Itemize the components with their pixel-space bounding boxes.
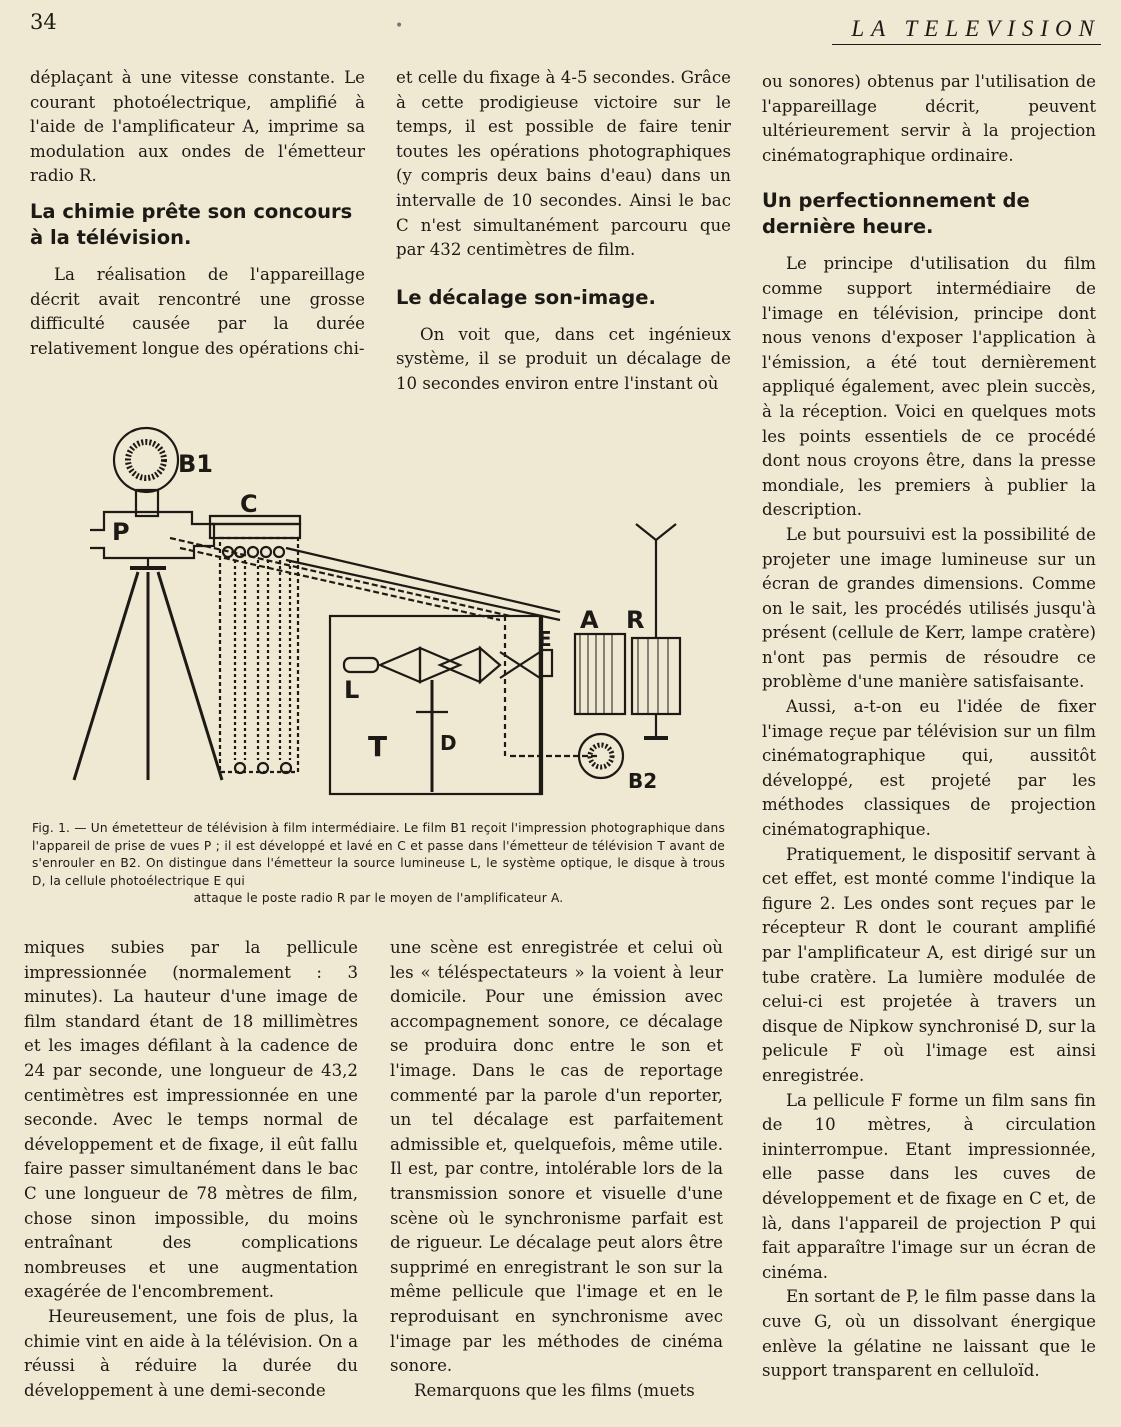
radio-r	[632, 638, 680, 714]
running-title: LA TELEVISION	[851, 16, 1101, 41]
section-heading-chimie: La chimie prête son concours à la télévision.	[30, 199, 353, 249]
reel-b1	[114, 428, 178, 492]
label-b2: B2	[628, 769, 658, 793]
section-heading-decalage: Le décalage son-image.	[396, 285, 656, 309]
column-4	[24, 936, 358, 1403]
paragraph: Aussi, a-t-on eu l'idée de fixer l'image reçue par télévision sur un film cinématographique qui, aussitôt développé, est projeté par les méthodes classiques de projection cinématographique.	[762, 697, 1096, 840]
page-number: 34	[30, 10, 57, 34]
label-t: T	[368, 730, 388, 763]
paragraph: Pratiquement, le dispositif servant à cet effet, est monté comme l'indique la figure 2. Les ondes sont reçues par le récepteur R dont le courant amplifié par l'amplificateur A, est dirigé sur un tube cratère. La lumière modulée de celui-ci est projetée à travers un disque de Nipkow synchronisé D, sur la pelicule F où l'image est ainsi enregistrée.	[762, 844, 1096, 1085]
label-e: E	[538, 627, 552, 651]
header-rule	[832, 44, 1101, 45]
label-d: D	[440, 731, 457, 755]
paragraph: Remarquons que les films (muets	[414, 1380, 695, 1400]
label-c: C	[240, 490, 258, 518]
figure-transmitter-diagram	[60, 420, 720, 808]
label-a: A	[580, 606, 599, 634]
amplifier-a	[575, 634, 625, 714]
label-r: R	[626, 606, 645, 634]
paragraph: On voit que, dans cet ingénieux système, il se produit un décalage de 10 secondes environ entre l'instant où	[396, 324, 731, 393]
diagram-svg	[60, 420, 720, 808]
column-3	[762, 70, 1096, 1384]
caption-last-line: attaque le poste radio R par le moyen de l'amplificateur A.	[193, 891, 564, 906]
section-heading-perfectionnement: Un perfectionnement de dernière heure.	[762, 189, 1030, 239]
caption-text: Fig. 1. — Un émetetteur de télévision à film intermédiaire. Le film B1 reçoit l'impression photographique dans l'appareil de prise de vues P ; il est développé et lavé en C et passe dans l'émetteur de télévision T avant de s'enrouler en B2. On distingue dans l'émetteur la source lumineuse L, le système optique, le disque à trous D, la cellule photoélectrique E qui	[32, 821, 725, 888]
paragraph: Le principe d'utilisation du film comme support intermédiaire de l'image en télévision, principe dont nous venons d'exposer l'application à l'émission, a été tout dernièrement appliqué également, avec plein succès, à la réception. Voici en quelques mots les points essentiels de ce procédé dont nous croyons être, dans la presse mondiale, les premiers à publier la description.	[762, 254, 1096, 520]
paragraph: La réalisation de l'appareillage décrit avait rencontré une grosse difficulté causée par la durée relativement longue des opérations chi-	[30, 264, 365, 358]
label-b1: B1	[178, 450, 213, 478]
column-2	[396, 66, 731, 397]
paragraph: En sortant de P, le film passe dans la cuve G, où un dissolvant énergique enlève la gélatine ne laissant que le support transparent en celluloïd.	[762, 1287, 1096, 1381]
transmitter-t	[330, 616, 540, 794]
paragraph: Le but poursuivi est la possibilité de projeter une image lumineuse sur un écran de grandes dimensions. Comme on le sait, les procédés utilisés jusqu'à présent (cellule de Kerr, lampe cratère) n'ont pas permis de résoudre ce problème d'une manière satisfaisante.	[762, 524, 1096, 692]
paragraph: et celle du fixage à 4-5 secondes. Grâce à cette prodigieuse victoire sur le temps, il est possible de faire tenir toutes les opérations photographiques (y compris deux bains d'eau) dans un intervalle de 10 secondes. Ainsi le bac C n'est simultanément parcouru que par 432 centimètres de film.	[396, 68, 731, 260]
paragraph: déplaçant à une vitesse constante. Le courant photoélectrique, amplifié à l'aide de l'amplificateur A, imprime sa modulation aux ondes de l'émetteur radio R.	[30, 68, 365, 186]
label-p: P	[112, 518, 130, 546]
figure-caption	[32, 820, 725, 908]
column-5	[390, 936, 723, 1403]
paragraph: une scène est enregistrée et celui où les « téléspectateurs » la voient à leur domicile. Pour une émission avec accompagnement sonore, ce décalage se produira donc entre le son et l'image. Dans le cas de reportage commenté par la parole d'un reporter, un tel décalage est parfaitement admissible et, quelquefois, même utile. Il est, par contre, intolérable lors de la transmission sonore et visuelle d'une scène où le synchronisme parfait est de rigueur. Le décalage peut alors être supprimé en enregistrant le son sur la même pellicule que l'image et en le reproduisant en synchronisme avec l'image par les méthodes de cinéma sonore.	[390, 938, 723, 1376]
camera-p	[90, 512, 214, 558]
paragraph: ou sonores) obtenus par l'utilisation de l'appareillage décrit, peuvent ultérieurement servir à la projection cinématographique ordinaire.	[762, 72, 1096, 165]
column-1	[30, 66, 365, 361]
header-dot: •	[395, 18, 404, 34]
tripod-leg	[74, 572, 138, 780]
paragraph: La pellicule F forme un film sans fin de 10 mètres, à circulation ininterrompue. Etant impressionnée, elle passe dans les cuves de développement et de fixage en C et, de là, dans l'appareil de projection P qui fait apparaître l'image sur un écran de cinéma.	[762, 1090, 1096, 1282]
paragraph: Heureusement, une fois de plus, la chimie vint en aide à la télévision. On a réussi à réduire la durée du développement à une demi-seconde	[24, 1306, 358, 1400]
label-l: L	[344, 676, 360, 704]
light-source-l	[344, 658, 378, 672]
paragraph: miques subies par la pellicule impressionnée (normalement : 3 minutes). La hauteur d'une image de film standard étant de 18 millimètres et les images défilant à la cadence de 24 par seconde, une longueur de 43,2 centimètres est impressionnée en une seconde. Avec le temps normal de développement et de fixage, il eût fallu faire passer simultanément dans le bac C une longueur de 78 mètres de film, chose sinon impossible, du moins entraînant des complications nombreuses et une augmentation exagérée de l'encombrement.	[24, 938, 358, 1302]
